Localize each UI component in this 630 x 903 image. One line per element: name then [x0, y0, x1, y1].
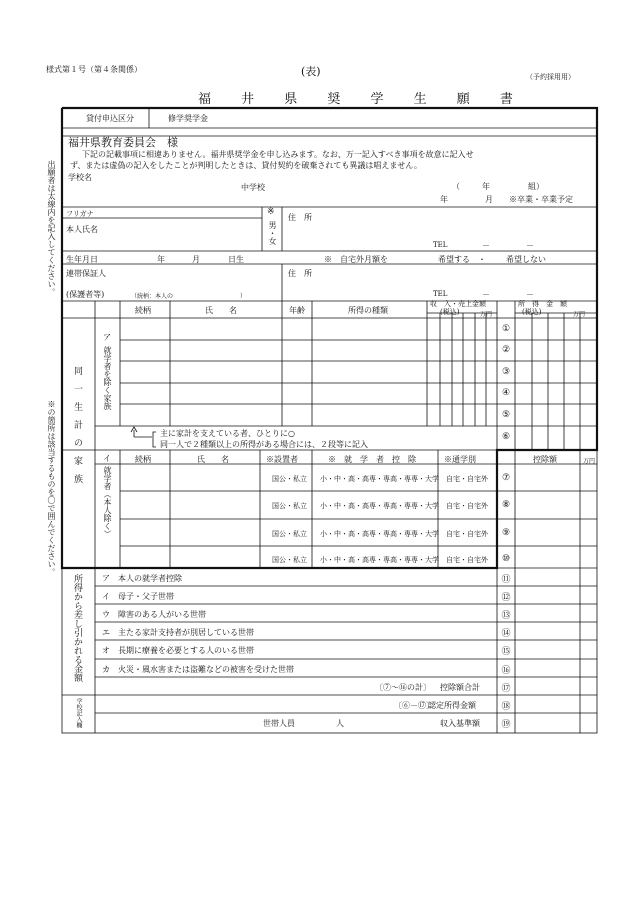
left-note-2: ※の箇所は該当するものを〇で囲んでください。	[47, 400, 56, 576]
deduction-d-label: 主たる家計支持者が別居している世帯	[118, 628, 254, 637]
row-10-establisher[interactable]: 国公・私立	[272, 556, 307, 564]
deduction-a-label: 本人の就学者控除	[118, 574, 182, 583]
deduction-e-label: 長期に療養を必要とする人のいる世帯	[118, 646, 254, 655]
row-no-11: ⑪	[501, 575, 511, 585]
header-relation-b: 続柄	[135, 455, 151, 464]
school-year: 年	[482, 182, 490, 191]
deduction-c-mark: ウ	[102, 610, 110, 619]
left-note-1: 出願者は太線内を記入してください。	[47, 160, 56, 296]
row-no-7: ⑦	[501, 473, 511, 483]
applicant-name-label: 本人氏名	[66, 225, 98, 234]
guarantor-relation-close: ）	[240, 293, 247, 300]
deduction-d-mark: エ	[102, 628, 110, 637]
guarantor-tel-dash-1: －	[482, 290, 490, 299]
legend-line-2: 同一人で２種類以上の所得がある場合には、２段等に記入	[160, 440, 368, 449]
row-no-19: ⑲	[501, 720, 511, 730]
row-no-15: ⑮	[501, 647, 511, 657]
row-no-14: ⑭	[501, 629, 511, 639]
deduction-c-label: 障害のある人がいる世帯	[118, 610, 206, 619]
total-note: 〔⑦～⑯の計〕	[375, 683, 431, 692]
dob-month: 月	[192, 255, 200, 264]
outside-monthly-label: ※ 自宅外月額を	[324, 255, 388, 264]
header-establisher: ※設置者	[266, 455, 298, 464]
guarantor-label: 連帯保証人	[66, 269, 106, 278]
deductions-side-label: 所得から差し引かれる金額	[72, 574, 82, 682]
guarantor-relation: （続柄：本人の	[131, 293, 174, 300]
row-no-6: ⑥	[501, 432, 511, 442]
header-deduction-amount: 控除額	[533, 455, 557, 464]
applicant-tel-dash-2: －	[526, 241, 534, 250]
certified-label: 認定所得金額	[428, 701, 476, 710]
guarantor-tel-dash-2: －	[526, 290, 534, 299]
header-revenue: 収 入・売上金額	[430, 300, 486, 308]
loan-value: 修学奨学金	[168, 114, 208, 123]
sex-mark: ※	[267, 207, 275, 217]
row-7-commute[interactable]: 自宅・自宅外	[446, 475, 488, 483]
school-label: 学校名	[68, 173, 92, 182]
form-side: (表)	[301, 65, 321, 78]
furigana-label: フリガナ	[66, 210, 94, 218]
row-no-1: ①	[501, 324, 511, 334]
row-no-9: ⑨	[501, 528, 511, 538]
declaration-line-1: 下記の記載事項に相違ありません。福井県奨学金を申し込みます。なお、万一記入すべき事項を故意に記入せ	[82, 150, 474, 159]
row-7-establisher[interactable]: 国公・私立	[272, 475, 307, 483]
row-7-school[interactable]: 小・中・高・高専・専高・専専・大学	[320, 475, 439, 483]
school-class: 組）	[528, 182, 544, 191]
certified-note: 〔⑥－⑰〕	[394, 701, 434, 710]
row-no-2: ②	[501, 345, 511, 355]
income-base-label: 収入基準額	[440, 719, 480, 728]
header-income-type: 所得の種類	[348, 306, 388, 315]
row-10-school[interactable]: 小・中・高・高専・専高・専専・大学	[320, 556, 439, 564]
guarantor-tel-label: TEL	[433, 290, 448, 298]
outside-yes[interactable]: 希望する ・	[438, 255, 486, 264]
row-no-18: ⑱	[501, 702, 511, 712]
household-members-label: 世帯人員	[263, 719, 295, 728]
loan-label: 貸付申込区分	[86, 114, 134, 123]
row-no-8: ⑧	[501, 500, 511, 510]
row-8-school[interactable]: 小・中・高・高専・専高・専専・大学	[320, 502, 439, 510]
school-use-side-label: 学校記入欄	[75, 698, 82, 728]
guarantor-sub: (保護者等)	[66, 290, 105, 299]
addressee: 福井県教育委員会 様	[68, 136, 178, 149]
page-title: 福 井 県 奨 学 生 願 書	[198, 92, 526, 107]
outside-no[interactable]: 希望しない	[506, 255, 546, 264]
school-middle: 中学校	[241, 183, 265, 192]
header-income-unit: 万円	[573, 311, 586, 318]
deduction-a-mark: ア	[102, 574, 110, 583]
group-a-mark: ア	[103, 333, 111, 342]
row-8-commute[interactable]: 自宅・自宅外	[446, 502, 488, 510]
group-a-label: 就学者を除く家族	[103, 346, 112, 410]
row-10-commute[interactable]: 自宅・自宅外	[446, 556, 488, 564]
school-open: （	[452, 182, 460, 191]
header-age: 年齢	[289, 306, 305, 315]
row-no-17: ⑰	[501, 684, 511, 694]
usage-note: （予約採用用）	[526, 73, 575, 81]
header-income-sub: (税込)	[522, 308, 542, 316]
row-8-establisher[interactable]: 国公・私立	[272, 502, 307, 510]
dob-label: 生年月日	[66, 255, 98, 264]
guarantor-address-label: 住 所	[288, 269, 312, 278]
applicant-tel-dash-1: －	[482, 241, 490, 250]
header-deduction: ※ 就 学 者 控 除	[328, 455, 416, 464]
group-b-mark: イ	[103, 454, 111, 463]
deduction-b-mark: イ	[102, 592, 110, 601]
row-no-12: ⑫	[501, 593, 511, 603]
deduction-b-label: 母子・父子世帯	[118, 592, 174, 601]
deduction-e-mark: オ	[102, 646, 110, 655]
applicant-tel-label: TEL	[433, 241, 448, 249]
total-label: 控除額合計	[440, 683, 480, 692]
legend-line-1: 主に家計を支えている者、ひとりに○	[160, 429, 295, 438]
header-revenue-unit: 万円	[480, 311, 493, 318]
form-id: 様式第１号（第４条関係）	[46, 65, 142, 74]
header-commute: ※通学別	[444, 455, 476, 464]
row-9-commute[interactable]: 自宅・自宅外	[446, 530, 488, 538]
header-revenue-sub: (税込)	[440, 308, 460, 316]
declaration-line-2: ず、または虚偽の記入をしたことが判明したときは、貸付契約を破棄されても異議は唱えません。	[70, 161, 422, 170]
row-no-5: ⑤	[501, 410, 511, 420]
row-no-4: ④	[501, 388, 511, 398]
header-deduction-unit: 万円	[583, 458, 596, 465]
dob-day: 日生	[228, 255, 244, 264]
row-9-school[interactable]: 小・中・高・高専・専高・専専・大学	[320, 530, 439, 538]
dob-year: 年	[157, 255, 165, 264]
household-side-label: 同一生計の家族	[72, 366, 82, 492]
row-9-establisher[interactable]: 国公・私立	[272, 530, 307, 538]
sex-choice: 男・女	[268, 221, 277, 245]
row-no-10: ⑩	[501, 554, 511, 564]
household-members-unit: 人	[336, 719, 344, 728]
header-name-b: 氏 名	[197, 455, 229, 464]
row-no-3: ③	[501, 367, 511, 377]
grad-month: 月	[485, 195, 493, 204]
header-relation-a: 続柄	[135, 306, 151, 315]
header-income: 所 得 金 額	[518, 300, 567, 308]
grad-year: 年	[440, 195, 448, 204]
row-no-16: ⑯	[501, 666, 511, 676]
header-name-a: 氏 名	[205, 306, 237, 315]
deduction-f-mark: カ	[102, 665, 110, 674]
row-no-13: ⑬	[501, 611, 511, 621]
deduction-f-label: 火災・風水害または盗難などの被害を受けた世帯	[118, 665, 294, 674]
group-b-label: 就学者（本人除く）	[103, 466, 112, 538]
applicant-address-label: 住 所	[288, 213, 312, 222]
grad-status: ※卒業・卒業予定	[509, 195, 573, 204]
